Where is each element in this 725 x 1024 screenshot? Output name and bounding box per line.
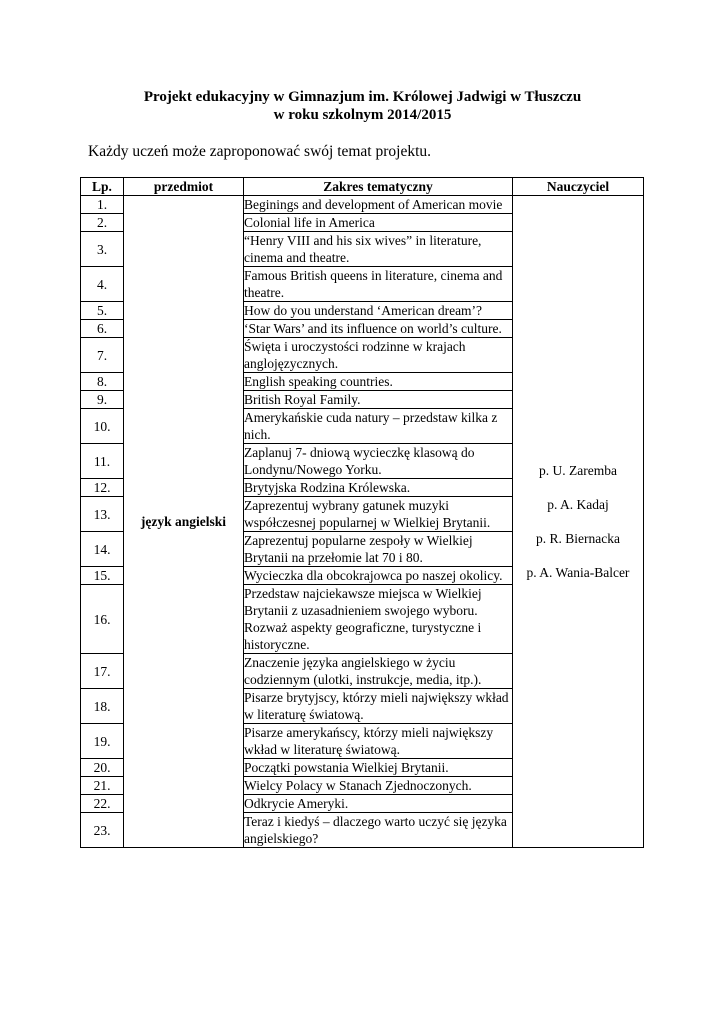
row-number: 18. (81, 689, 124, 724)
row-number: 7. (81, 338, 124, 373)
subject-label: język angielski (140, 514, 227, 529)
topic-cell: Przedstaw najciekawsze miejsca w Wielkiej Brytanii z uzasadnieniem swojego wyboru. Rozważ aspekty geograficzne, turystyczne i historyczne. (244, 585, 513, 654)
topic-cell: ‘Star Wars’ and its influence on world’s culture. (244, 320, 513, 338)
teacher-name: p. R. Biernacka (536, 531, 620, 546)
row-number: 3. (81, 232, 124, 267)
topic-cell: Zaplanuj 7- dniową wycieczkę klasową do Londynu/Nowego Yorku. (244, 444, 513, 479)
row-number: 11. (81, 444, 124, 479)
topic-cell: Amerykańskie cuda natury – przedstaw kilka z nich. (244, 409, 513, 444)
topic-cell: Beginings and development of American movie (244, 196, 513, 214)
topic-cell: Brytyjska Rodzina Królewska. (244, 479, 513, 497)
topic-cell: Wielcy Polacy w Stanach Zjednoczonych. (244, 777, 513, 795)
intro-text: Każdy uczeń może zaproponować swój temat projektu. (88, 143, 432, 160)
topics-table (80, 177, 644, 848)
teachers-cell (513, 196, 644, 848)
topic-cell: How do you understand ‘American dream’? (244, 302, 513, 320)
row-number: 4. (81, 267, 124, 302)
row-number: 2. (81, 214, 124, 232)
teacher-name: p. U. Zaremba (539, 463, 617, 478)
row-number: 12. (81, 479, 124, 497)
topic-cell: Colonial life in America (244, 214, 513, 232)
row-number: 23. (81, 813, 124, 848)
topic-cell: Teraz i kiedyś – dlaczego warto uczyć się języka angielskiego? (244, 813, 513, 848)
topic-cell: Pisarze brytyjscy, którzy mieli największy wkład w literaturę światową. (244, 689, 513, 724)
teacher-name: p. A. Wania-Balcer (526, 565, 630, 580)
teacher-name: p. A. Kadaj (547, 497, 609, 512)
topic-cell: Początki powstania Wielkiej Brytanii. (244, 759, 513, 777)
topic-cell: Wycieczka dla obcokrajowca po naszej okolicy. (244, 567, 513, 585)
row-number: 1. (81, 196, 124, 214)
document-title: Projekt edukacyjny w Gimnazjum im. Królowej Jadwigi w Tłuszczu (143, 89, 582, 105)
header-subject: przedmiot (124, 178, 244, 196)
row-number: 15. (81, 567, 124, 585)
topic-cell: “Henry VIII and his six wives” in literature, cinema and theatre. (244, 232, 513, 267)
row-number: 13. (81, 497, 124, 532)
row-number: 20. (81, 759, 124, 777)
subject-cell (124, 196, 244, 848)
row-number: 19. (81, 724, 124, 759)
topic-cell: Znaczenie języka angielskiego w życiu codziennym (ulotki, instrukcje, media, itp.). (244, 654, 513, 689)
table-row (81, 196, 644, 214)
header-teacher: Nauczyciel (513, 178, 644, 196)
topic-cell: Zaprezentuj popularne zespoły w Wielkiej Brytanii na przełomie lat 70 i 80. (244, 532, 513, 567)
header-topic: Zakres tematyczny (244, 178, 513, 196)
row-number: 8. (81, 373, 124, 391)
topic-cell: British Royal Family. (244, 391, 513, 409)
table-header-row (81, 178, 644, 196)
row-number: 14. (81, 532, 124, 567)
row-number: 21. (81, 777, 124, 795)
row-number: 9. (81, 391, 124, 409)
table-body (81, 196, 644, 848)
topic-cell: Odkrycie Ameryki. (244, 795, 513, 813)
topic-cell: Famous British queens in literature, cinema and theatre. (244, 267, 513, 302)
row-number: 16. (81, 585, 124, 654)
topic-cell: English speaking countries. (244, 373, 513, 391)
document-subtitle: w roku szkolnym 2014/2015 (273, 107, 452, 123)
row-number: 17. (81, 654, 124, 689)
topic-cell: Zaprezentuj wybrany gatunek muzyki współczesnej popularnej w Wielkiej Brytanii. (244, 497, 513, 532)
row-number: 5. (81, 302, 124, 320)
row-number: 22. (81, 795, 124, 813)
row-number: 6. (81, 320, 124, 338)
row-number: 10. (81, 409, 124, 444)
topic-cell: Święta i uroczystości rodzinne w krajach anglojęzycznych. (244, 338, 513, 373)
topic-cell: Pisarze amerykańscy, którzy mieli największy wkład w literaturę światową. (244, 724, 513, 759)
header-lp: Lp. (81, 178, 124, 196)
